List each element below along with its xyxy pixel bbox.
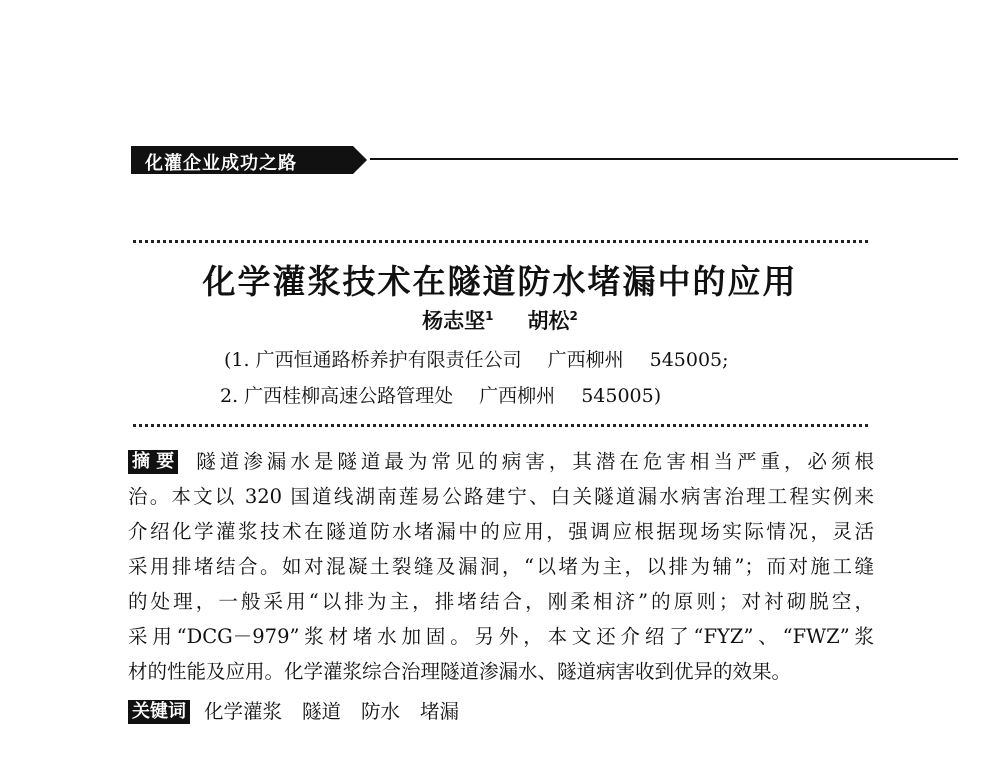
- section-tag: [131, 146, 367, 174]
- abstract-text: 隧道渗漏水是隧道最为常见的病害，其潜在危害相当严重，必须根: [192, 450, 874, 473]
- author-affiliation-mark: 1: [485, 309, 494, 323]
- affiliation-zip: 545005): [581, 385, 662, 407]
- affiliation-org: 2. 广西桂柳高速公路管理处: [220, 385, 454, 407]
- abstract-line: 材的性能及应用。化学灌浆综合治理隧道渗漏水、隧道病害收到优异的效果。: [128, 660, 792, 683]
- affiliation-org: (1. 广西恒通路桥养护有限责任公司: [224, 349, 522, 371]
- author: [528, 309, 578, 333]
- section-tag-label: 化灌企业成功之路: [145, 153, 297, 174]
- keyword: 防水: [361, 700, 401, 723]
- keyword: 堵漏: [420, 700, 460, 723]
- abstract-line: 治。本文以 320 国道线湖南莲易公路建宁、白关隧道漏水病害治理工程实例来: [128, 485, 874, 508]
- header-rule: [370, 158, 958, 160]
- author-line: [0, 305, 1000, 335]
- author: [422, 309, 493, 333]
- article-title: 化学灌浆技术在隧道防水堵漏中的应用: [202, 262, 798, 301]
- keywords-label: 关键词: [128, 700, 190, 724]
- keyword: 隧道: [302, 700, 342, 723]
- title-top-dotted-rule: [133, 240, 868, 243]
- title-bottom-dotted-rule: [133, 424, 868, 427]
- abstract-label: 摘 要: [128, 450, 178, 474]
- abstract-line: 采用排堵结合。如对混凝土裂缝及漏洞，“以堵为主，以排为辅”；而对施工缝: [128, 555, 874, 578]
- keywords-line: [128, 696, 459, 728]
- affiliation-city: 广西柳州: [547, 349, 624, 371]
- author-name: 胡松: [527, 309, 570, 333]
- abstract-line: 采用“DCG－979”浆材堵水加固。另外，本文还介绍了“FYZ”、“FWZ”浆: [128, 625, 874, 648]
- affiliation-line: [224, 345, 729, 372]
- affiliation-zip: 545005;: [649, 349, 729, 371]
- keyword: 化学灌浆: [204, 700, 283, 723]
- abstract-line: [128, 446, 874, 478]
- author-affiliation-mark: 2: [569, 309, 578, 323]
- abstract-line: 的处理，一般采用“以排为主，排堵结合，刚柔相济”的原则；对衬砌脱空，: [128, 590, 874, 613]
- author-name: 杨志坚: [422, 309, 486, 333]
- affiliation-line: [220, 381, 661, 408]
- affiliation-city: 广西柳州: [479, 385, 556, 407]
- abstract-line: 介绍化学灌浆技术在隧道防水堵漏中的应用，强调应根据现场实际情况，灵活: [128, 520, 874, 543]
